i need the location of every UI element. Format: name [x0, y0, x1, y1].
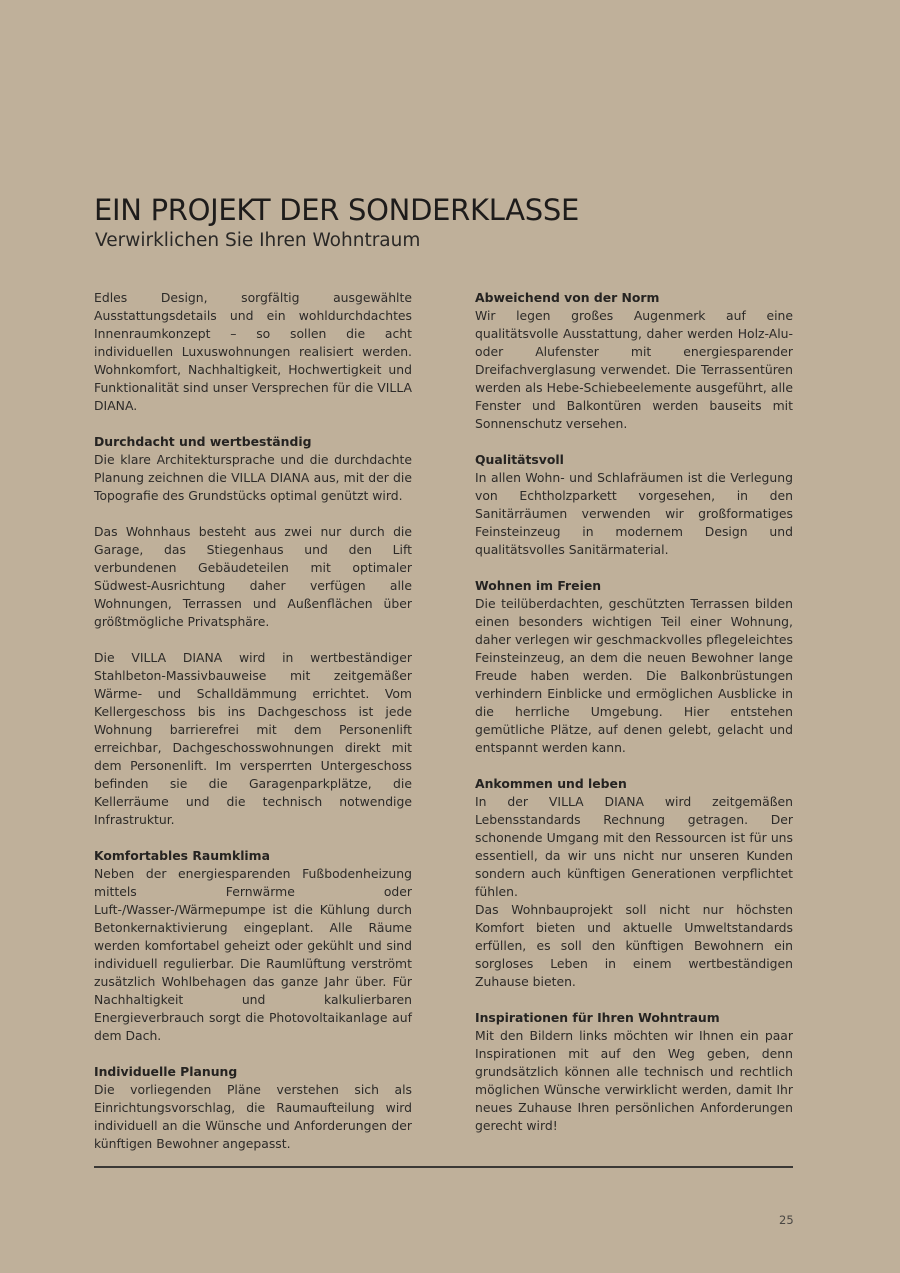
- section-heading: Komfortables Raumklima: [94, 848, 270, 863]
- section-heading: Inspirationen für Ihren Wohntraum: [475, 1010, 720, 1025]
- intro-block: [94, 289, 412, 415]
- page-title: EIN PROJEKT DER SONDERKLASSE: [94, 193, 579, 227]
- section-raumklima: [94, 847, 412, 1045]
- page-number: 25: [779, 1213, 794, 1227]
- section-paragraph: Das Wohnbauprojekt soll nicht nur höchsten Komfort bieten und aktuelle Umweltstandards erfüllen, es soll den künftigen Bewohnern ein sorgloses Leben in einem wertbeständigen Zuhause bieten.: [475, 902, 793, 989]
- section-qualitaet: [475, 451, 793, 559]
- section-paragraph: Neben der energiesparenden Fußbodenheizung mittels Fernwärme oder Luft-/Wasser-/Wärmepumpe ist die Kühlung durch Betonkernaktivierung eingeplant. Alle Räume werden komfortabel geheizt oder gekühlt und sind individuell regulierbar. Die Raumlüftung verströmt zusätzlich Wohlbehagen das ganze Jahr über. Für Nachhaltigkeit und kalkulierbaren Energieverbrauch sorgt die Photovoltaikanlage auf dem Dach.: [94, 866, 412, 1043]
- section-paragraph: Die vorliegenden Pläne verstehen sich als Einrichtungsvorschlag, die Raumaufteilung wird individuell an die Wünsche und Anforderungen der künftigen Bewohner angepasst.: [94, 1082, 412, 1151]
- section-heading: Qualitätsvoll: [475, 452, 564, 467]
- section-paragraph: Das Wohnhaus besteht aus zwei nur durch die Garage, das Stiegenhaus und den Lift verbundenen Gebäudeteilen mit optimaler Südwest-Ausrichtung daher verfügen alle Wohnungen, Terrassen und Außenflächen über größtmögliche Privatsphäre.: [94, 524, 412, 629]
- section-bauweise: [94, 649, 412, 829]
- page-subtitle: Verwirklichen Sie Ihren Wohntraum: [95, 230, 421, 251]
- section-planung: [94, 1063, 412, 1153]
- section-paragraph: Die klare Architektursprache und die durchdachte Planung zeichnen die VILLA DIANA aus, mit der die Topografie des Grundstücks optimal genützt wird.: [94, 452, 412, 503]
- section-paragraph: In der VILLA DIANA wird zeitgemäßen Lebensstandards Rechnung getragen. Der schonende Umgang mit den Ressourcen ist für uns essentiell, da wir uns nicht nur unseren Kunden sondern auch künftigen Generationen verpflichtet fühlen.: [475, 794, 793, 899]
- footer-divider: [94, 1166, 793, 1168]
- section-paragraph: Wir legen großes Augenmerk auf eine qualitätsvolle Ausstattung, daher werden Holz-Alu- oder Alufenster mit energiesparender Dreifachverglasung verwendet. Die Terrassentüren werden als Hebe-Schiebeelemente ausgeführt, alle Fenster und Balkontüren werden bauseits mit Sonnenschutz versehen.: [475, 308, 793, 431]
- section-inspirationen: [475, 1009, 793, 1135]
- right-column: [475, 289, 793, 1153]
- section-wohnhaus: [94, 523, 412, 631]
- section-durchdacht: [94, 433, 412, 505]
- section-ankommen: [475, 775, 793, 991]
- section-heading: Ankommen und leben: [475, 776, 627, 791]
- section-heading: Abweichend von der Norm: [475, 290, 660, 305]
- section-paragraph: In allen Wohn- und Schlafräumen ist die Verlegung von Echtholzparkett vorgesehen, in den Sanitärräumen verwenden wir großformatiges Feinsteinzeug in modernem Design und qualitätsvolles Sanitärmaterial.: [475, 470, 793, 557]
- left-column: [94, 289, 412, 1171]
- section-paragraph: Die teilüberdachten, geschützten Terrassen bilden einen besonders wichtigen Teil einer Wohnung, daher verlegen wir geschmackvolles pflegeleichtes Feinsteinzeug, an dem die neuen Bewohner lange Freude haben werden. Die Balkonbrüstungen verhindern Einblicke und ermöglichen Ausblicke in die herrliche Umgebung. Hier entstehen gemütliche Plätze, auf denen gelebt, gelacht und entspannt werden kann.: [475, 596, 793, 755]
- section-norm: [475, 289, 793, 433]
- section-heading: Individuelle Planung: [94, 1064, 238, 1079]
- section-freien: [475, 577, 793, 757]
- section-heading: Wohnen im Freien: [475, 578, 602, 593]
- section-paragraph: Mit den Bildern links möchten wir Ihnen ein paar Inspirationen mit auf den Weg geben, denn grundsätzlich können alle technisch und rechtlich möglichen Wünsche verwirklicht werden, damit Ihr neues Zuhause Ihren persönlichen Anforderungen gerecht wird!: [475, 1028, 793, 1133]
- section-paragraph: Die VILLA DIANA wird in wertbeständiger Stahlbeton-Massivbauweise mit zeitgemäßer Wärme- und Schalldämmung errichtet. Vom Kellergeschoss bis ins Dachgeschoss ist jede Wohnung barrierefrei mit dem Personenlift erreichbar, Dachgeschosswohnungen direkt mit dem Personenlift. Im versperrten Untergeschoss befinden sie die Garagenparkplätze, die Kellerräume und die technisch notwendige Infrastruktur.: [94, 650, 412, 827]
- section-heading: Durchdacht und wertbeständig: [94, 434, 312, 449]
- intro-paragraph: Edles Design, sorgfältig ausgewählte Ausstattungsdetails und ein wohldurchdachtes Innenraumkonzept – so sollen die acht individuellen Luxuswohnungen realisiert werden. Wohnkomfort, Nachhaltigkeit, Hochwertigkeit und Funktionalität sind unser Versprechen für die VILLA DIANA.: [94, 290, 412, 413]
